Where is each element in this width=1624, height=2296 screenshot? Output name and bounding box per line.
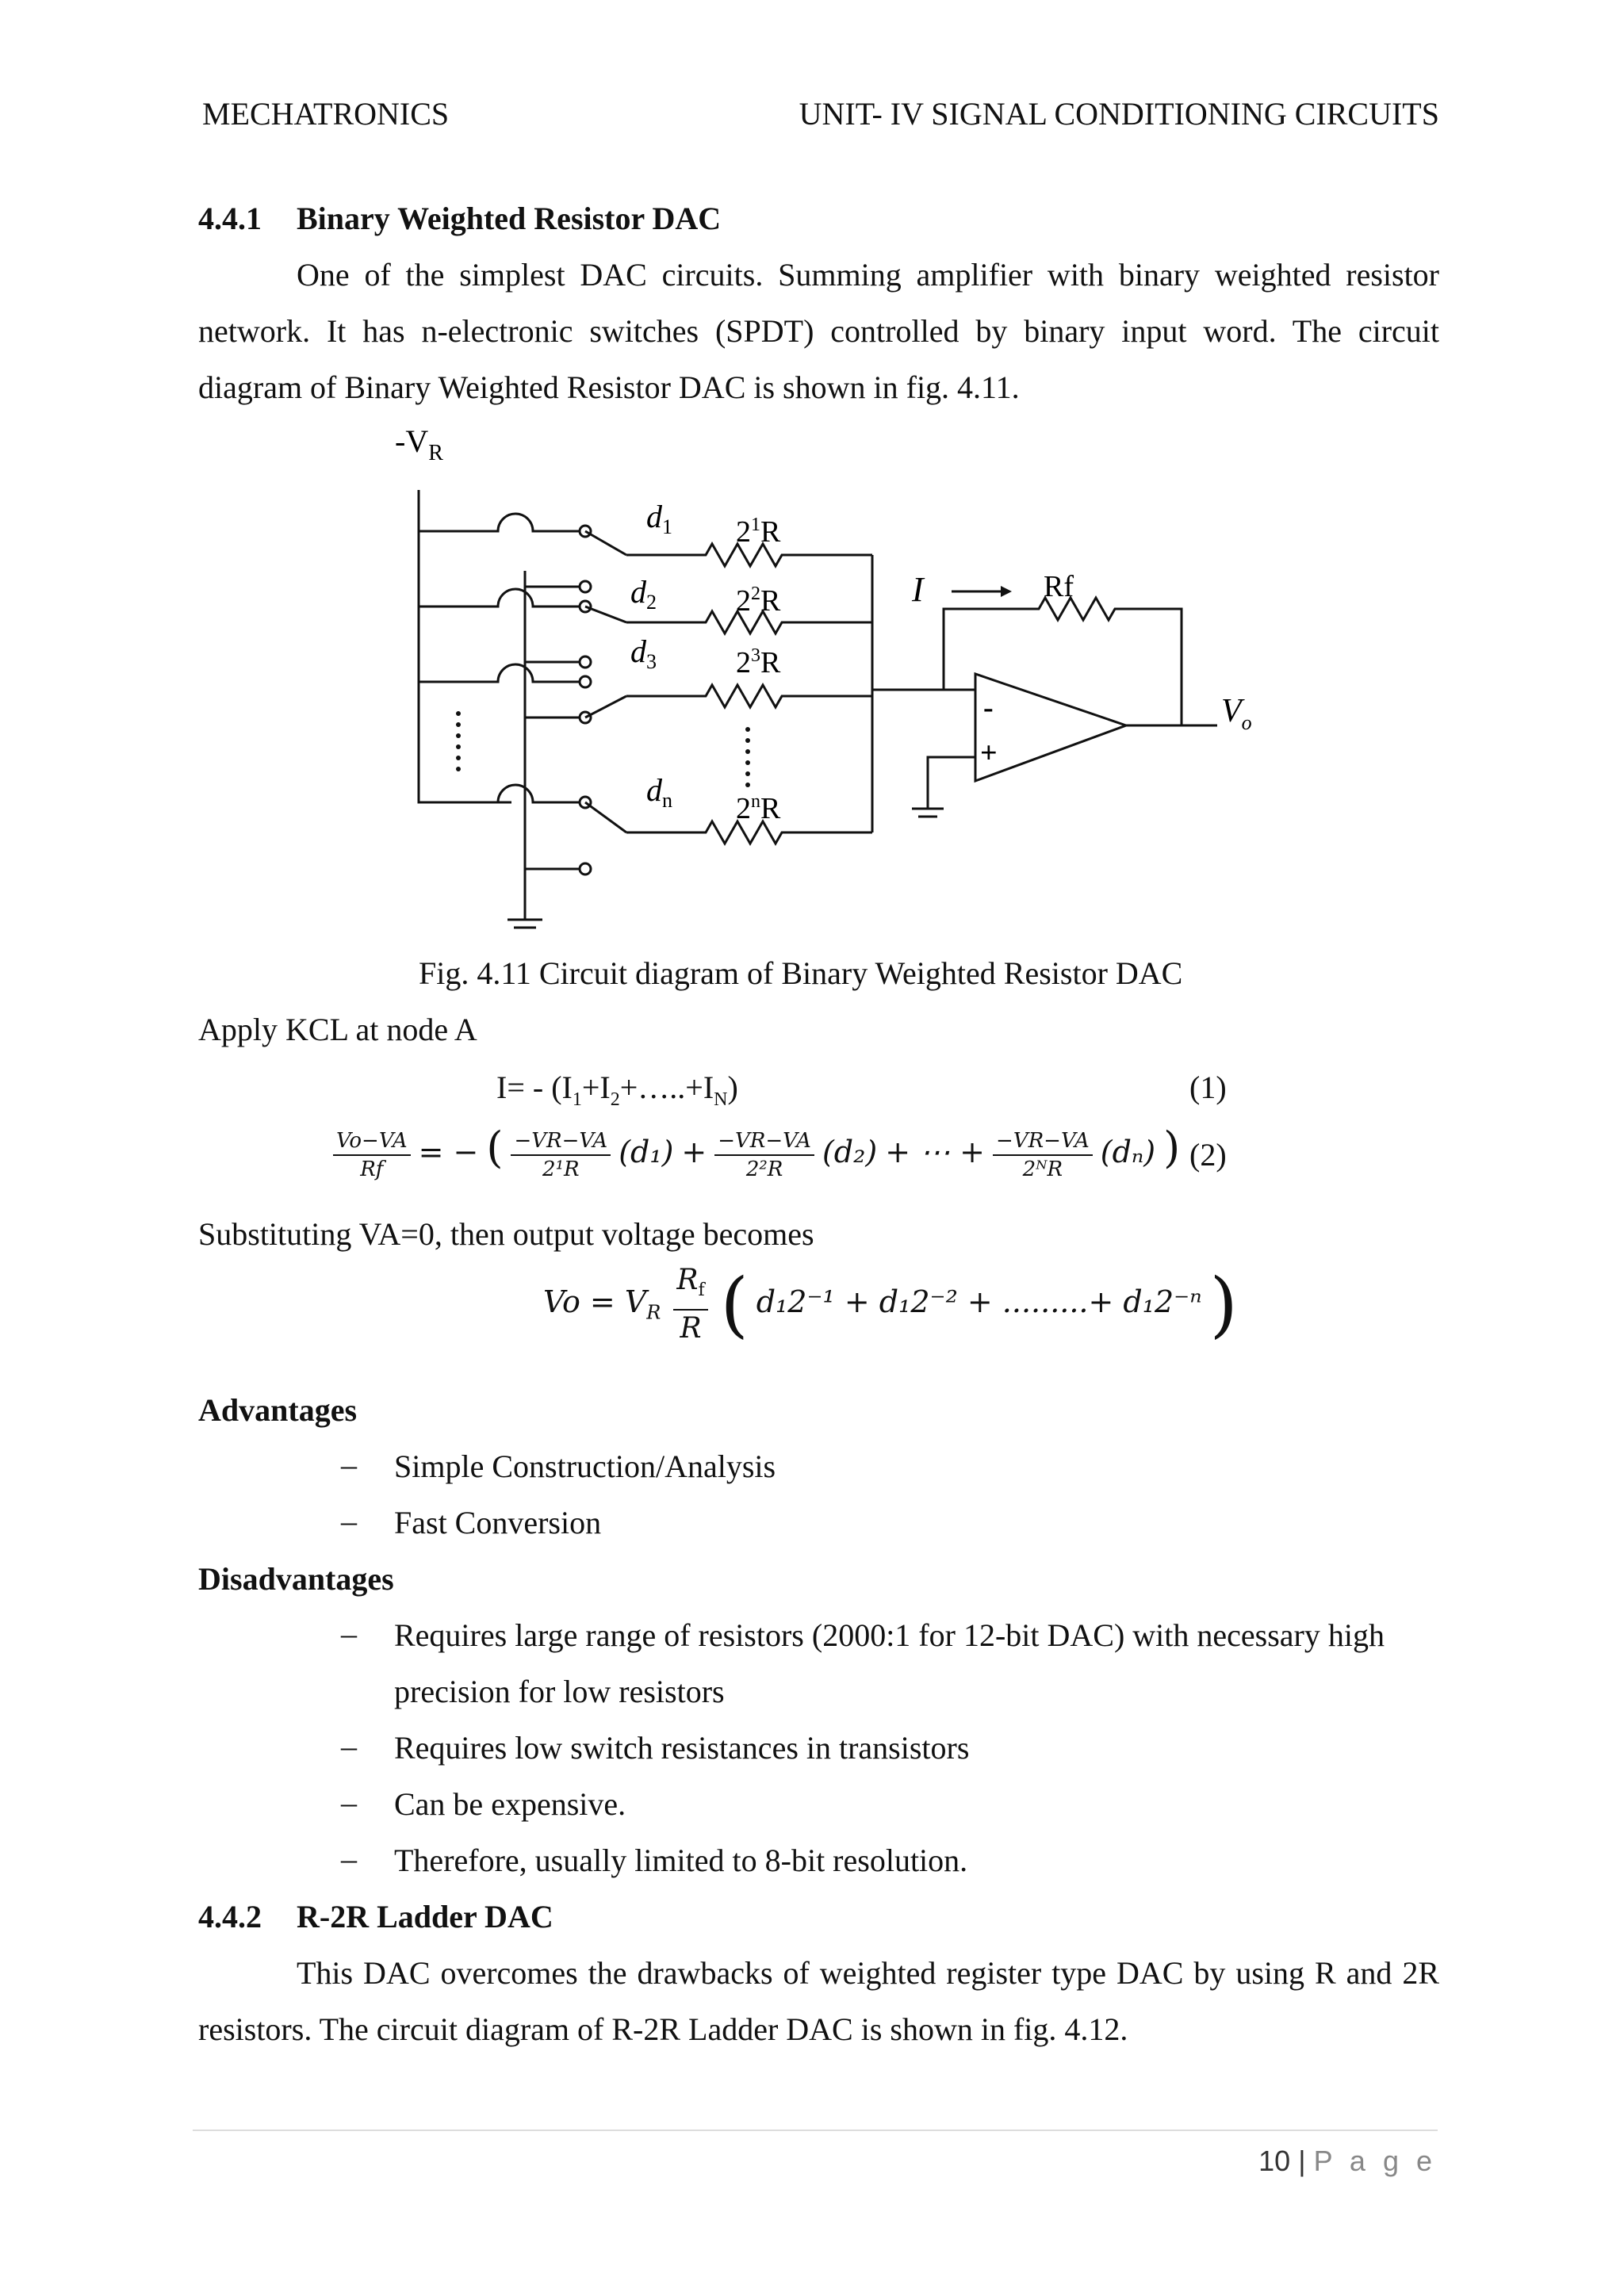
bullet-dash: – bbox=[341, 1447, 357, 1483]
opamp-plus-label: + bbox=[980, 737, 998, 770]
switch-label-3: $d_3$ bbox=[630, 633, 657, 673]
bullet-dash: – bbox=[341, 1616, 357, 1651]
resistor-3 bbox=[626, 685, 872, 707]
kcl-line: Apply KCL at node A bbox=[198, 1012, 477, 1047]
advantage-item: Fast Conversion bbox=[394, 1505, 602, 1540]
section-1-paragraph: One of the simplest DAC circuits. Summing amplifier with binary weighted resistor network. It has n-electronic switches (SPDT) controlled by binary input word. The circuit diagram of Binary Weighted Resistor DAC is shown in fig. 4.11. bbox=[198, 257, 1439, 405]
op-amp bbox=[975, 674, 1126, 781]
section-1-title: Binary Weighted Resistor DAC bbox=[297, 201, 722, 236]
header-right: UNIT- IV SIGNAL CONDITIONING CIRCUITS bbox=[799, 96, 1439, 132]
page-number: 10 | P a g e bbox=[1258, 2145, 1437, 2177]
output-label: $V_o$ bbox=[1221, 693, 1252, 734]
equation-2-number: (2) bbox=[1189, 1137, 1227, 1173]
branch-1 bbox=[419, 514, 579, 531]
equation-3: $Vo = V_R$ $\frac{R_f}{R}$ ( d₁2⁻¹ + d₁2⁻² + .........+ d₁2⁻ⁿ ) bbox=[543, 1263, 1238, 1347]
header-left: MECHATRONICS bbox=[202, 96, 450, 132]
advantages-title: Advantages bbox=[198, 1392, 358, 1428]
reference-bus bbox=[419, 490, 511, 802]
feedback-resistor bbox=[944, 598, 1182, 725]
feedback-label: Rf bbox=[1044, 570, 1074, 603]
switch-label-1: $d_1$ bbox=[646, 499, 672, 538]
section-2-paragraph: This DAC overcomes the drawbacks of weighted register type DAC by using R and 2R resistors. The circuit diagram of R-2R Ladder DAC is shown in fig. 4.12. bbox=[198, 1955, 1439, 2047]
resistor-label-n: 2$^n$R bbox=[736, 791, 781, 825]
branch-3 bbox=[419, 664, 579, 682]
equation-2: $\frac{Vo-VA}{Rf}$ = − ( $\frac{-VR-VA}{\text{2¹R}}$ (d₁) + $\frac{-VR-VA}{\text{2²R}}$ (d₂) + ⋯ + $\frac{-VR-VA}{\text{2ᴺR}}$ (dₙ) ) bbox=[333, 1123, 1180, 1183]
circuit-diagram bbox=[0, 0, 1624, 967]
resistor-label-2: $2^2R$ bbox=[736, 584, 781, 618]
section-1-number: 4.4.1 bbox=[198, 201, 262, 236]
disadvantage-item: Requires low switch resistances in transistors bbox=[394, 1730, 970, 1766]
disadvantage-item: Can be expensive. bbox=[394, 1786, 626, 1822]
resistor-label-3: $2^3R$ bbox=[736, 645, 781, 679]
branch-2 bbox=[419, 589, 579, 607]
advantage-item: Simple Construction/Analysis bbox=[394, 1448, 776, 1484]
disadvantages-title: Disadvantages bbox=[198, 1561, 394, 1597]
switch-label-2: $d_2$ bbox=[630, 574, 657, 614]
section-2-number: 4.4.2 bbox=[198, 1899, 262, 1934]
bullet-dash: – bbox=[341, 1841, 357, 1877]
ref-voltage-label: $-V_R$ bbox=[395, 423, 443, 465]
opamp-minus-label: - bbox=[983, 691, 994, 725]
disadvantage-item: Requires large range of resistors (2000:1 for 12-bit DAC) with necessary high precision for low resistors bbox=[394, 1617, 1385, 1709]
bullet-dash: – bbox=[341, 1503, 357, 1539]
section-2-title: R-2R Ladder DAC bbox=[297, 1899, 553, 1934]
bullet-dash: – bbox=[341, 1785, 357, 1820]
substituting-line: Substituting VA=0, then output voltage becomes bbox=[198, 1216, 814, 1252]
resistor-label-1: $2^1R$ bbox=[736, 515, 781, 549]
disadvantage-item: Therefore, usually limited to 8-bit resolution. bbox=[394, 1843, 968, 1878]
equation-1: $I= - (I_1+I_2+\dots..+I_N)$ bbox=[496, 1070, 738, 1110]
branch-n bbox=[419, 785, 579, 802]
bullet-dash: – bbox=[341, 1728, 357, 1764]
equation-1-number: (1) bbox=[1189, 1070, 1227, 1105]
figure-caption: Fig. 4.11 Circuit diagram of Binary Weighted Resistor DAC bbox=[419, 955, 1183, 991]
switch-label-n: $d_n$ bbox=[646, 772, 672, 812]
current-label: I bbox=[912, 570, 924, 609]
footer-divider bbox=[193, 2130, 1438, 2131]
